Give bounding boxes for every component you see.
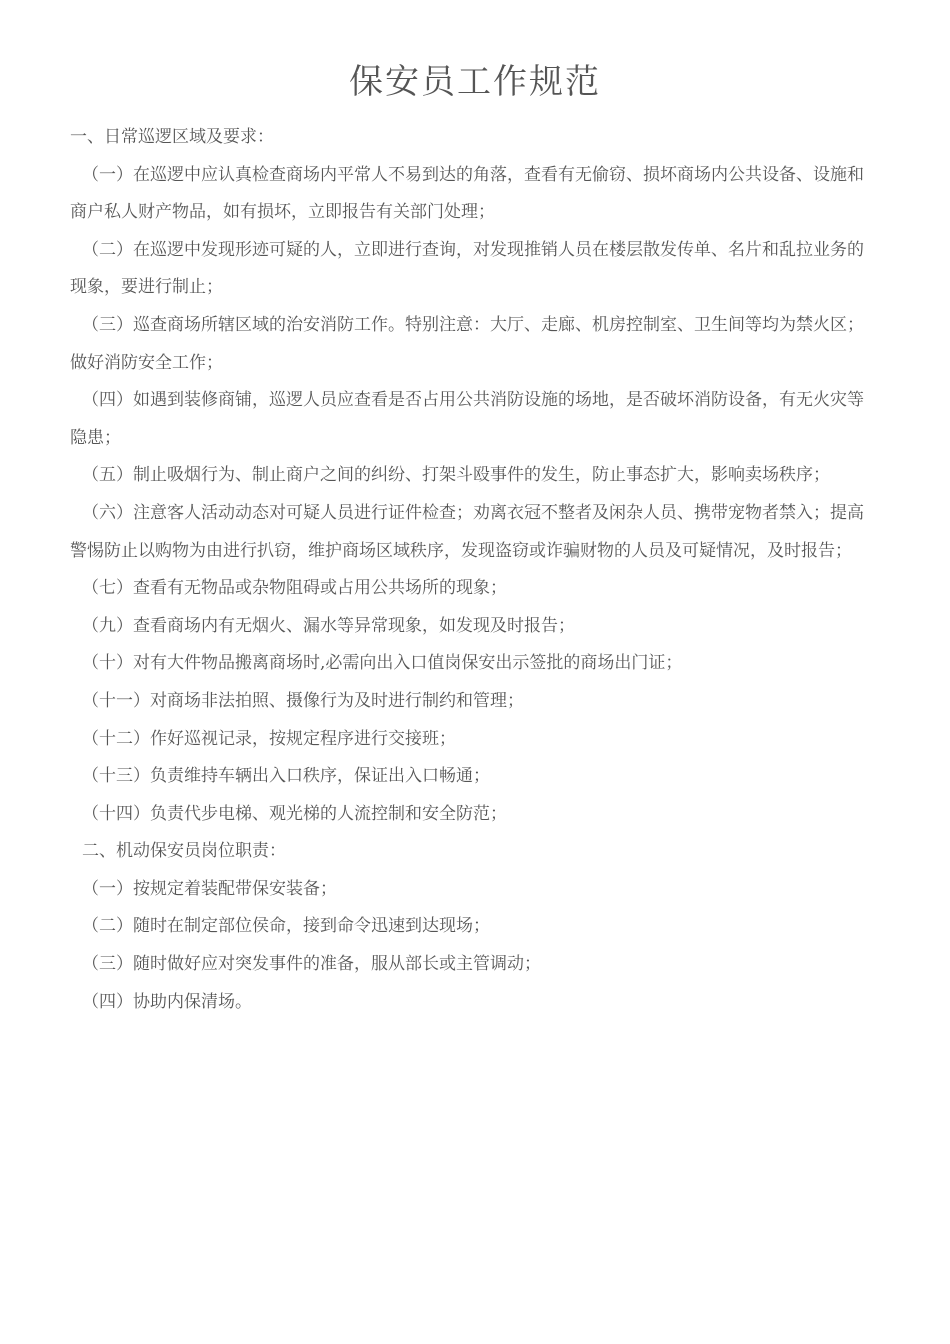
section-heading-1: 一、日常巡逻区域及要求： xyxy=(70,127,274,147)
section-1-item: （五）制止吸烟行为、制止商户之间的纠纷、打架斗殴事件的发生，防止事态扩大，影响卖场秩序； xyxy=(82,465,830,486)
section-1-item: （六）注意客人活动动态对可疑人员进行证件检查；劝离衣冠不整者及闲杂人员、携带宠物者禁入；提高警惕防止以购物为由进行扒窃，维护商场区域秩序，发现盗窃或诈骗财物的人员及可疑情况，及时报告； xyxy=(70,502,864,561)
section-heading-2: 二、机动保安员岗位职责： xyxy=(82,841,286,862)
section-1-item: （一）在巡逻中应认真检查商场内平常人不易到达的角落，查看有无偷窃、损坏商场内公共设备、设施和商户私人财产物品，如有损坏，立即报告有关部门处理； xyxy=(70,164,864,223)
section-1-item: （二）在巡逻中发现形迹可疑的人，立即进行查询，对发现推销人员在楼层散发传单、名片和乱拉业务的现象，要进行制止； xyxy=(70,239,864,298)
document-body xyxy=(70,119,880,1021)
section-1-item: （四）如遇到装修商铺，巡逻人员应查看是否占用公共消防设施的场地，是否破坏消防设备，有无火灾等隐患； xyxy=(70,390,864,448)
section-1-item: （十三）负责维持车辆出入口秩序，保证出入口畅通； xyxy=(82,766,490,787)
section-1-item: （十）对有大件物品搬离商场时,必需向出入口值岗保安出示签批的商场出门证； xyxy=(82,653,683,674)
section-1-item: （九）查看商场内有无烟火、漏水等异常现象，如发现及时报告； xyxy=(82,615,575,636)
section-1-item: （十二）作好巡视记录，按规定程序进行交接班； xyxy=(82,728,456,749)
section-1-item: （七）查看有无物品或杂物阻碍或占用公共场所的现象； xyxy=(82,578,507,599)
section-2-item: （二）随时在制定部位侯命，接到命令迅速到达现场； xyxy=(82,916,490,937)
section-2-item: （三）随时做好应对突发事件的准备，服从部长或主管调动； xyxy=(82,954,541,975)
section-1-item: （十一）对商场非法拍照、摄像行为及时进行制约和管理； xyxy=(82,690,524,711)
section-2-item: （四）协助内保清场。 xyxy=(82,991,252,1012)
section-1-item: （十四）负责代步电梯、观光梯的人流控制和安全防范； xyxy=(82,803,507,824)
section-2-item: （一）按规定着装配带保安装备； xyxy=(82,878,337,899)
section-1-item: （三）巡查商场所辖区域的治安消防工作。特别注意：大厅、走廊、机房控制室、卫生间等均为禁火区；做好消防安全工作； xyxy=(70,314,864,373)
document-title: 保安员工作规范 xyxy=(349,62,601,102)
